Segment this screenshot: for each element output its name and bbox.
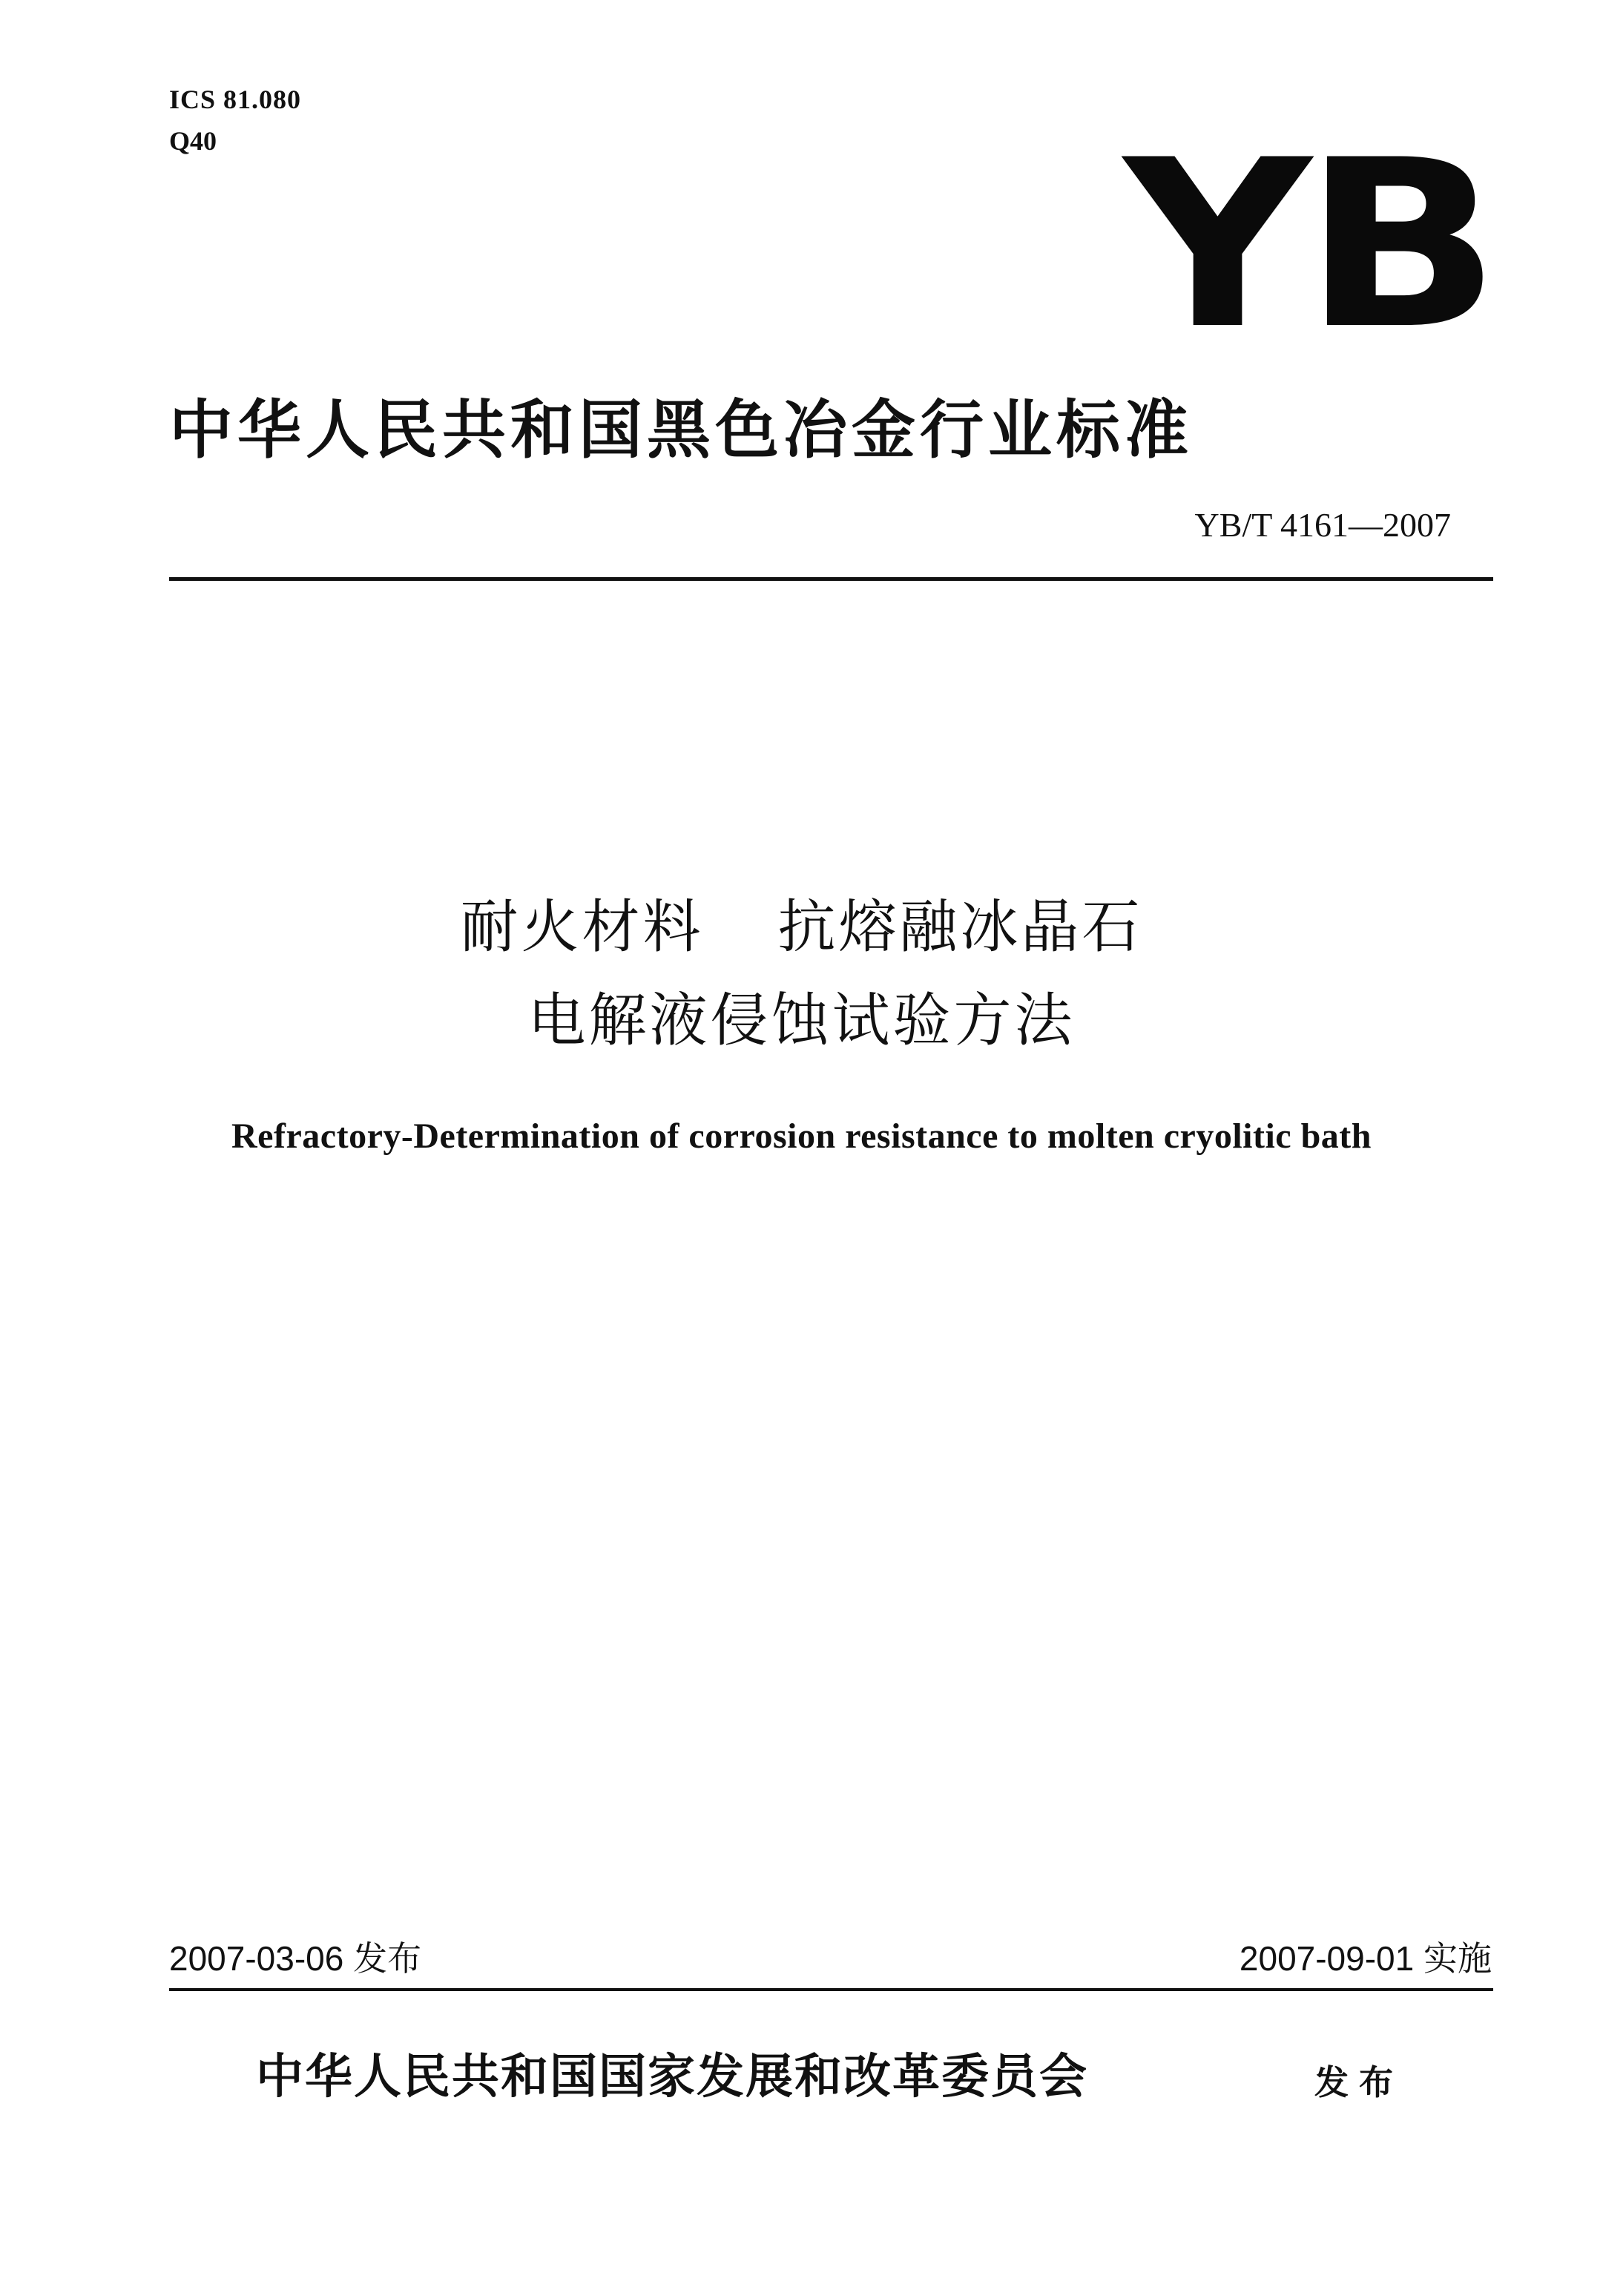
effective-date: 2007-09-01 实施	[1239, 1939, 1492, 1978]
issuer-name: 中华人民共和国国家发展和改革委员会	[256, 2049, 1088, 2105]
title-part-2: 抗熔融冰晶石	[777, 894, 1143, 961]
top-divider	[169, 577, 1493, 581]
yb-logo: YB	[1124, 110, 1492, 380]
issuer-suffix: 发布	[1314, 2062, 1403, 2102]
english-title: Refractory-Determination of corrosion resistance to molten cryolitic bath	[231, 1116, 1372, 1156]
title-line-2: 电解液侵蚀试验方法	[527, 987, 1076, 1054]
bottom-divider	[169, 1988, 1493, 1991]
issue-date: 2007-03-06 发布	[169, 1939, 422, 1978]
ics-code: ICS 81.080	[169, 85, 302, 114]
ccs-code: Q40	[169, 126, 217, 156]
title-line-1	[0, 892, 1603, 963]
organization-name: 中华人民共和国黑色冶金行业标准	[169, 393, 1193, 467]
title-part-1: 耐火材料	[460, 894, 704, 961]
standard-number: YB/T 4161—2007	[1194, 506, 1451, 544]
